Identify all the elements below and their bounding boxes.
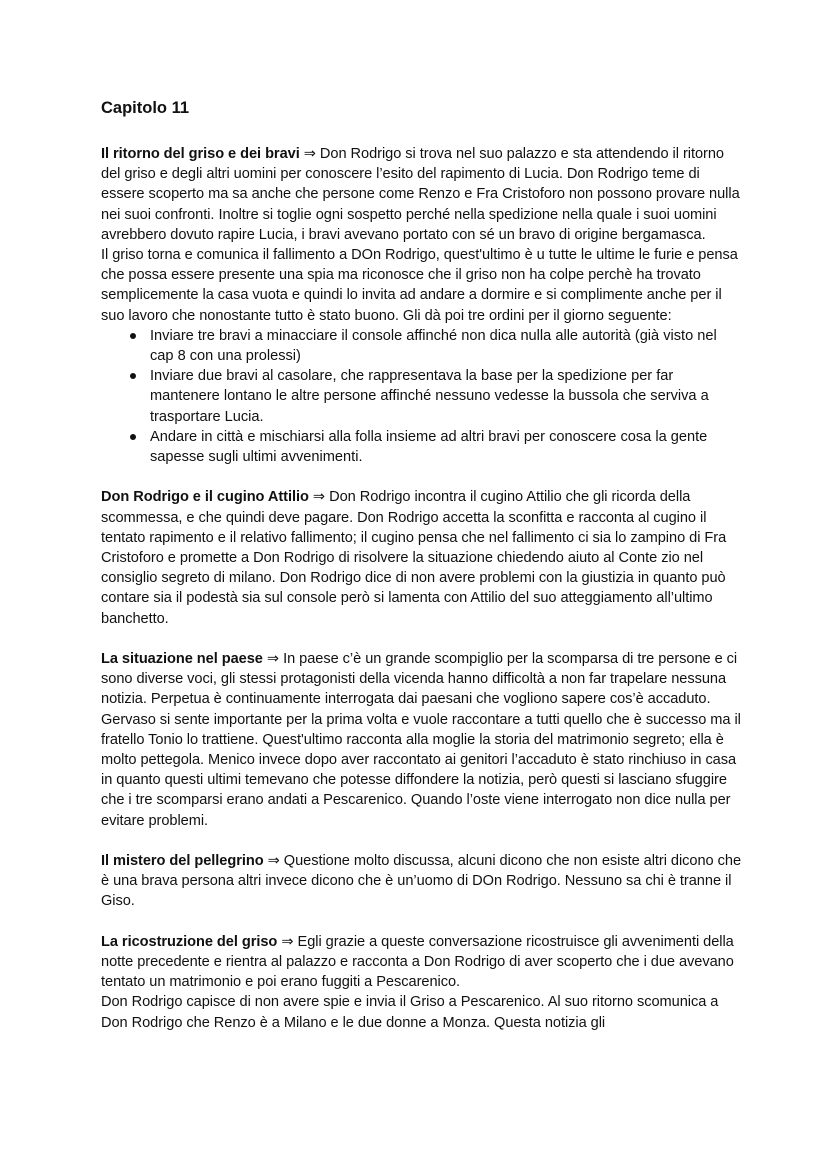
list-item — [150, 366, 741, 427]
section-paragraph-2: Don Rodrigo capisce di non avere spie e invia il Griso a Pescarenico. Al suo ritorno scomunica a Don Rodrigo che Renzo è a Milano e le due donne a Monza. Questa notizia gli — [101, 994, 719, 1031]
section-paragraph — [101, 487, 741, 628]
section-paragraph — [101, 144, 741, 245]
chapter-title: Capitolo 11 — [101, 99, 190, 117]
section-paragraph-2: Il griso torna e comunica il fallimento a DOn Rodrigo, quest'ultimo è u tutte le ultime le furie e pensa che possa essere presente una spia ma riconosce che il griso non ha colpe perchè ha trovato semplicemente la casa vuota e quindi lo invita ad andare a dormire e si complimente anche per il suo lavoro che nonostante tutto è stato buono. Gli dà poi tre ordini per il giorno seguente: — [101, 247, 738, 324]
bullet-icon — [130, 373, 136, 379]
section-heading: La ricostruzione del griso — [101, 933, 278, 950]
bullet-icon — [130, 333, 136, 339]
section-heading: Il mistero del pellegrino — [101, 853, 264, 870]
list-item-text: Inviare due bravi al casolare, che rappresentava la base per la spedizione per far mantenere lontano le altre persone affinché nessuno vedesse la bussola che serviva a trasportare Lucia. — [150, 368, 709, 425]
arrow-icon: ⇒ — [266, 651, 280, 668]
section-ritorno-griso — [101, 144, 741, 467]
section-heading: La situazione nel paese — [101, 651, 263, 668]
orders-list — [101, 326, 741, 467]
section-heading: Don Rodrigo e il cugino Attilio — [101, 489, 309, 506]
section-text: In paese c’è un grande scompiglio per la scomparsa di tre persone e ci sono diverse voci, gli stessi protagonisti della vicenda hanno difficoltà a non far trapelare nessuna notizia. Perpetua è continuamente interrogata dai paesani che vogliono sapere cos’è accaduto. Gervaso si sente importante per la prima volta e vuole raccontare a tutti quello che è successo ma il fratello Tonio lo trattiene. Quest'ultimo racconta alla moglie la storia del matrimonio segreto; ella è molto pettegola. Menico invece dopo aver raccontato ai genitori l’accaduto è stato rinchiuso in casa in quanto questi ultimi temevano che potesse diffondere la notizia, però questi si lasciano sfuggire che i tre scomparsi erano andati a Pescarenico. Quando l’oste viene interrogato non dice nulla per evitare problemi. — [101, 651, 741, 829]
section-paragraph — [101, 649, 741, 831]
section-text: Egli grazie a queste conversazione ricostruisce gli avvenimenti della notte precedente e rientra al palazzo e racconta a Don Rodrigo di aver scoperto che i due avevano tentato un matrimonio e poi erano fuggiti a Pescarenico. — [101, 933, 734, 991]
list-item-text: Andare in città e mischiarsi alla folla insieme ad altri bravi per conoscere cosa la gente sapesse sugli ultimi avvenimenti. — [150, 428, 708, 466]
section-text: Don Rodrigo si trova nel suo palazzo e sta attendendo il ritorno del griso e degli altri uomini per conoscere l’esito del rapimento di Lucia. Don Rodrigo teme di essere scoperto ma sa anche che persone come Renzo e Fra Cristoforo non possono provare nulla nei suoi confronti. Inoltre si toglie ogni sospetto perché nella spedizione nella quale i suoi uomini avrebbero dovuto rapire Lucia, i bravi avevano portato con sé un bravo di origine bergamasca. — [101, 146, 740, 243]
list-item — [150, 326, 741, 366]
arrow-icon: ⇒ — [267, 853, 280, 870]
bullet-icon — [130, 434, 136, 440]
arrow-icon: ⇒ — [303, 146, 316, 162]
section-text: Questione molto discussa, alcuni dicono che non esiste altri dicono che è una brava persona altri invece dicono che è un’uomo di DOn Rodrigo. Nessuno sa chi è tranne il Giso. — [101, 853, 742, 910]
list-item — [150, 427, 741, 467]
section-cugino-attilio — [101, 487, 741, 628]
arrow-icon: ⇒ — [312, 489, 326, 506]
section-paragraph — [101, 851, 741, 912]
section-heading: Il ritorno del griso e dei bravi — [101, 146, 300, 162]
section-text: Don Rodrigo incontra il cugino Attilio che gli ricorda della scommessa, e che quindi deve pagare. Don Rodrigo accetta la sconfitta e racconta al cugino il tentato rapimento e il relativo fallimento; il cugino pensa che nel fallimento ci sia lo zampino di Fra Cristoforo e promette a Don Rodrigo di risolvere la situazione chiedendo aiuto al Conte zio nel consiglio segreto di milano. Don Rodrigo dice di non avere problemi con la giustizia in quanto può contare sia il podestà sia sul console però si lamenta con Attilio del suo atteggiamento all’ultimo banchetto. — [101, 489, 727, 627]
section-situazione-paese — [101, 649, 741, 831]
section-ricostruzione-griso — [101, 932, 741, 1033]
document-page — [101, 97, 741, 1053]
section-mistero-pellegrino — [101, 851, 741, 912]
arrow-icon: ⇒ — [281, 933, 294, 950]
section-paragraph — [101, 932, 741, 993]
list-item-text: Inviare tre bravi a minacciare il console affinché non dica nulla alle autorità (già visto nel cap 8 con una prolessi) — [150, 327, 717, 365]
